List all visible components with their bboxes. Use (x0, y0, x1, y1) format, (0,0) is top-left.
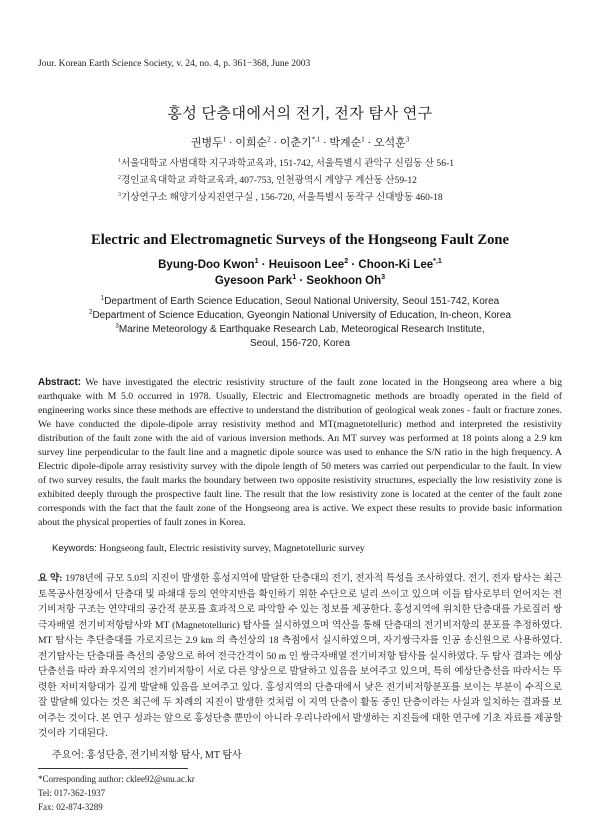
abstract-ko-body: 1978년에 규모 5.0의 지진이 발생한 홍성지역에 발달한 단층대의 전기, 전자적 특성을 조사하였다. 전기, 전자 탐사는 최근 토목공사현장에서 단층대 및 파쇄대 등의 연약지반을 확인하기 위한 수단으로 널리 쓰이고 있으며 이들 탐사로부터 얻어지는 전기비저항 구조는 연약대의 공간적 분포를 효과적으로 파악할 수 있는 정보를 제공한다. 홍성지역에 위치한 단층대를 가로질러 쌍극자배열 전기비저항탐사와 MT (Magnetotelluric) 탐사를 실시하였으며 역산을 통해 단층대의 전기비저항의 분포를 추정하였다. MT 탐사는 추단층대를 가로지르는 2.9 km 의 측선상의 18 측점에서 실시하였으며, 자기쌍극자를 인공 송신원으로 사용하였다. 전기탐사는 단층대를 측선의 중앙으로 하여 전극간격이 50 m 인 쌍극자배열 전기비저항 탐사를 실시하였다. 두 탐사 결과는 예상단층선을 따라 좌우지역의 전기비저항이 서로 다른 양상으로 발달하고 있음을 보여주고 있으며, 특히 예상단층선을 따라서는 뚜렷한 저비저항대가 깊게 발달해 있음을 보여주고 있다. 홍성지역의 단층대에서 낮은 전기비저항분포를 보이는 부분이 수직으로 잘 발달해 있다는 것은 최근에 두 차례의 지진이 발생한 것처럼 이 지역 단층이 활동 중인 단층이라는 사실과 일치하는 결과를 보여주는 것이다. 본 연구 성과는 앞으로 홍성단층 뿐만이 아니라 우리나라에서 발생하는 지진들에 대한 연구에 기초 자료를 제공할 것이라 기대된다. (38, 573, 563, 739)
footnote-tel: Tel: 017-362-1937 (38, 788, 106, 798)
abstract-label: Abstract: (38, 377, 82, 388)
keywords-body: Hongseong fault, Electric resistivity survey, Magnetotelluric survey (99, 543, 365, 554)
title-english: Electric and Electromagnetic Surveys of the Hongseong Fault Zone (90, 232, 510, 248)
authors-english-line2: Gyesoon Park$^1$ · Seokhoon Oh$^3$ (214, 273, 386, 287)
abstract-body: We have investigated the electric resistivity structure of the fault zone located in the Hongseong area where a big earthquake with M 5.0 occurred in 1978. Usually, Electric and Electromagnetic methods are broadly operated in the field of engineering works since these methods are effective to understand the distribution of geological weak zones - fault or fracture zones. We have conducted the dipole-dipole array resistivity method and MT(magnetotelluric) method and interpreted the resistivity distribution of the fault zone with the aid of various inversion methods. An MT survey was performed at 18 points along a 2.9 km survey line perpendicular to the fault line and a magnetic dipole source was used to enhance the S/N ratio in the high frequency. A Electric dipole-dipole array resistivity survey with the dipole length of 50 meters was carried out perpendicular to the fault. In view of two survey results, the fault marks the boundary between two opposite resistivity structures, especially the low resistivity zone is exhibited deeply through the prospective fault line. The result that the low resistivity zone is located at the center of the fault zone corresponds with the fact that the fault zone of the Hongseong area is active. We expect these results to provide basic information about the physical properties of fault zones in Korea. (38, 377, 562, 529)
keywords-english (52, 543, 365, 554)
affiliation-ko-1: $^1$서울대학교 사범대학 지구과학교육과, 151-742, 서울특별시 관악구 신림동 산 56-1 (118, 157, 455, 169)
author-en: Choon-Ki Lee$^{*,1}$ (358, 257, 442, 271)
affiliation-en-2: $^2$Department of Science Education, Gyeongin National University of Education, In-cheon, Korea (88, 308, 512, 321)
author-ko: 권병두$^1$ (190, 136, 227, 149)
abstract-english (38, 376, 562, 531)
title-korean: 홍성 단층대에서의 전기, 전자 탐사 연구 (167, 106, 433, 122)
authors-english-line1: Byung-Doo Kwon$^1$ · Heuisoon Lee$^2$ · Choon-Ki Lee$^{*,1}$ (158, 257, 442, 271)
author-en: Heuisoon Lee$^2$ (268, 257, 349, 271)
author-en: Byung-Doo Kwon$^1$ (158, 257, 259, 271)
author-en: Gyesoon Park$^1$ (214, 273, 297, 287)
authors-korean: 권병두$^1$ · 이희순$^2$ · 이춘기$^{*,1}$ · 박계순$^1$ · 오석훈$^3$ (190, 136, 410, 149)
keywords-ko-body: 홍성단층, 전기비저항 탐사, MT 탐사 (86, 750, 242, 761)
footnote-fax: Fax: 02-874-3289 (38, 802, 103, 812)
affiliation-ko-3: $^3$기상연구소 해양기상지진연구실 , 156-720, 서울특별시 동작구 신대방동 460-18 (118, 191, 443, 203)
journal-citation: Jour. Korean Earth Science Society, v. 24, no. 4, p. 361−368, June 2003 (38, 59, 311, 69)
affiliation-en-4: Seoul, 156-720, Korea (249, 338, 351, 349)
author-ko: 오석훈$^3$ (373, 136, 410, 149)
keywords-ko-label: 주요어: (52, 750, 84, 761)
footnote-rule (38, 768, 188, 769)
keywords-korean (52, 746, 242, 761)
corresponding-author: *Corresponding author: cklee92@snu.ac.kr (38, 774, 195, 784)
author-en: Seokhoon Oh$^3$ (306, 273, 386, 287)
abstract-ko-label: 요 약: (38, 573, 63, 584)
affiliation-en-3: $^3$Marine Meteorology & Earthquake Research Lab, Meteorogical Research Institute, (115, 322, 485, 335)
author-ko: 이희순$^2$ (235, 136, 271, 149)
abstract-korean (38, 571, 562, 742)
affiliation-ko-2: $^2$경인교육대학교 과학교육과, 407-753, 인천광역시 계양구 계산동 산59-12 (118, 174, 417, 186)
affiliation-en-1: $^1$Department of Earth Science Education, Seoul National University, Seoul 151-742, Korea (100, 294, 500, 307)
author-ko: 박계순$^1$ (329, 136, 365, 149)
author-ko: 이춘기$^{*,1}$ (279, 136, 321, 149)
keywords-label: Keywords: (52, 543, 97, 554)
